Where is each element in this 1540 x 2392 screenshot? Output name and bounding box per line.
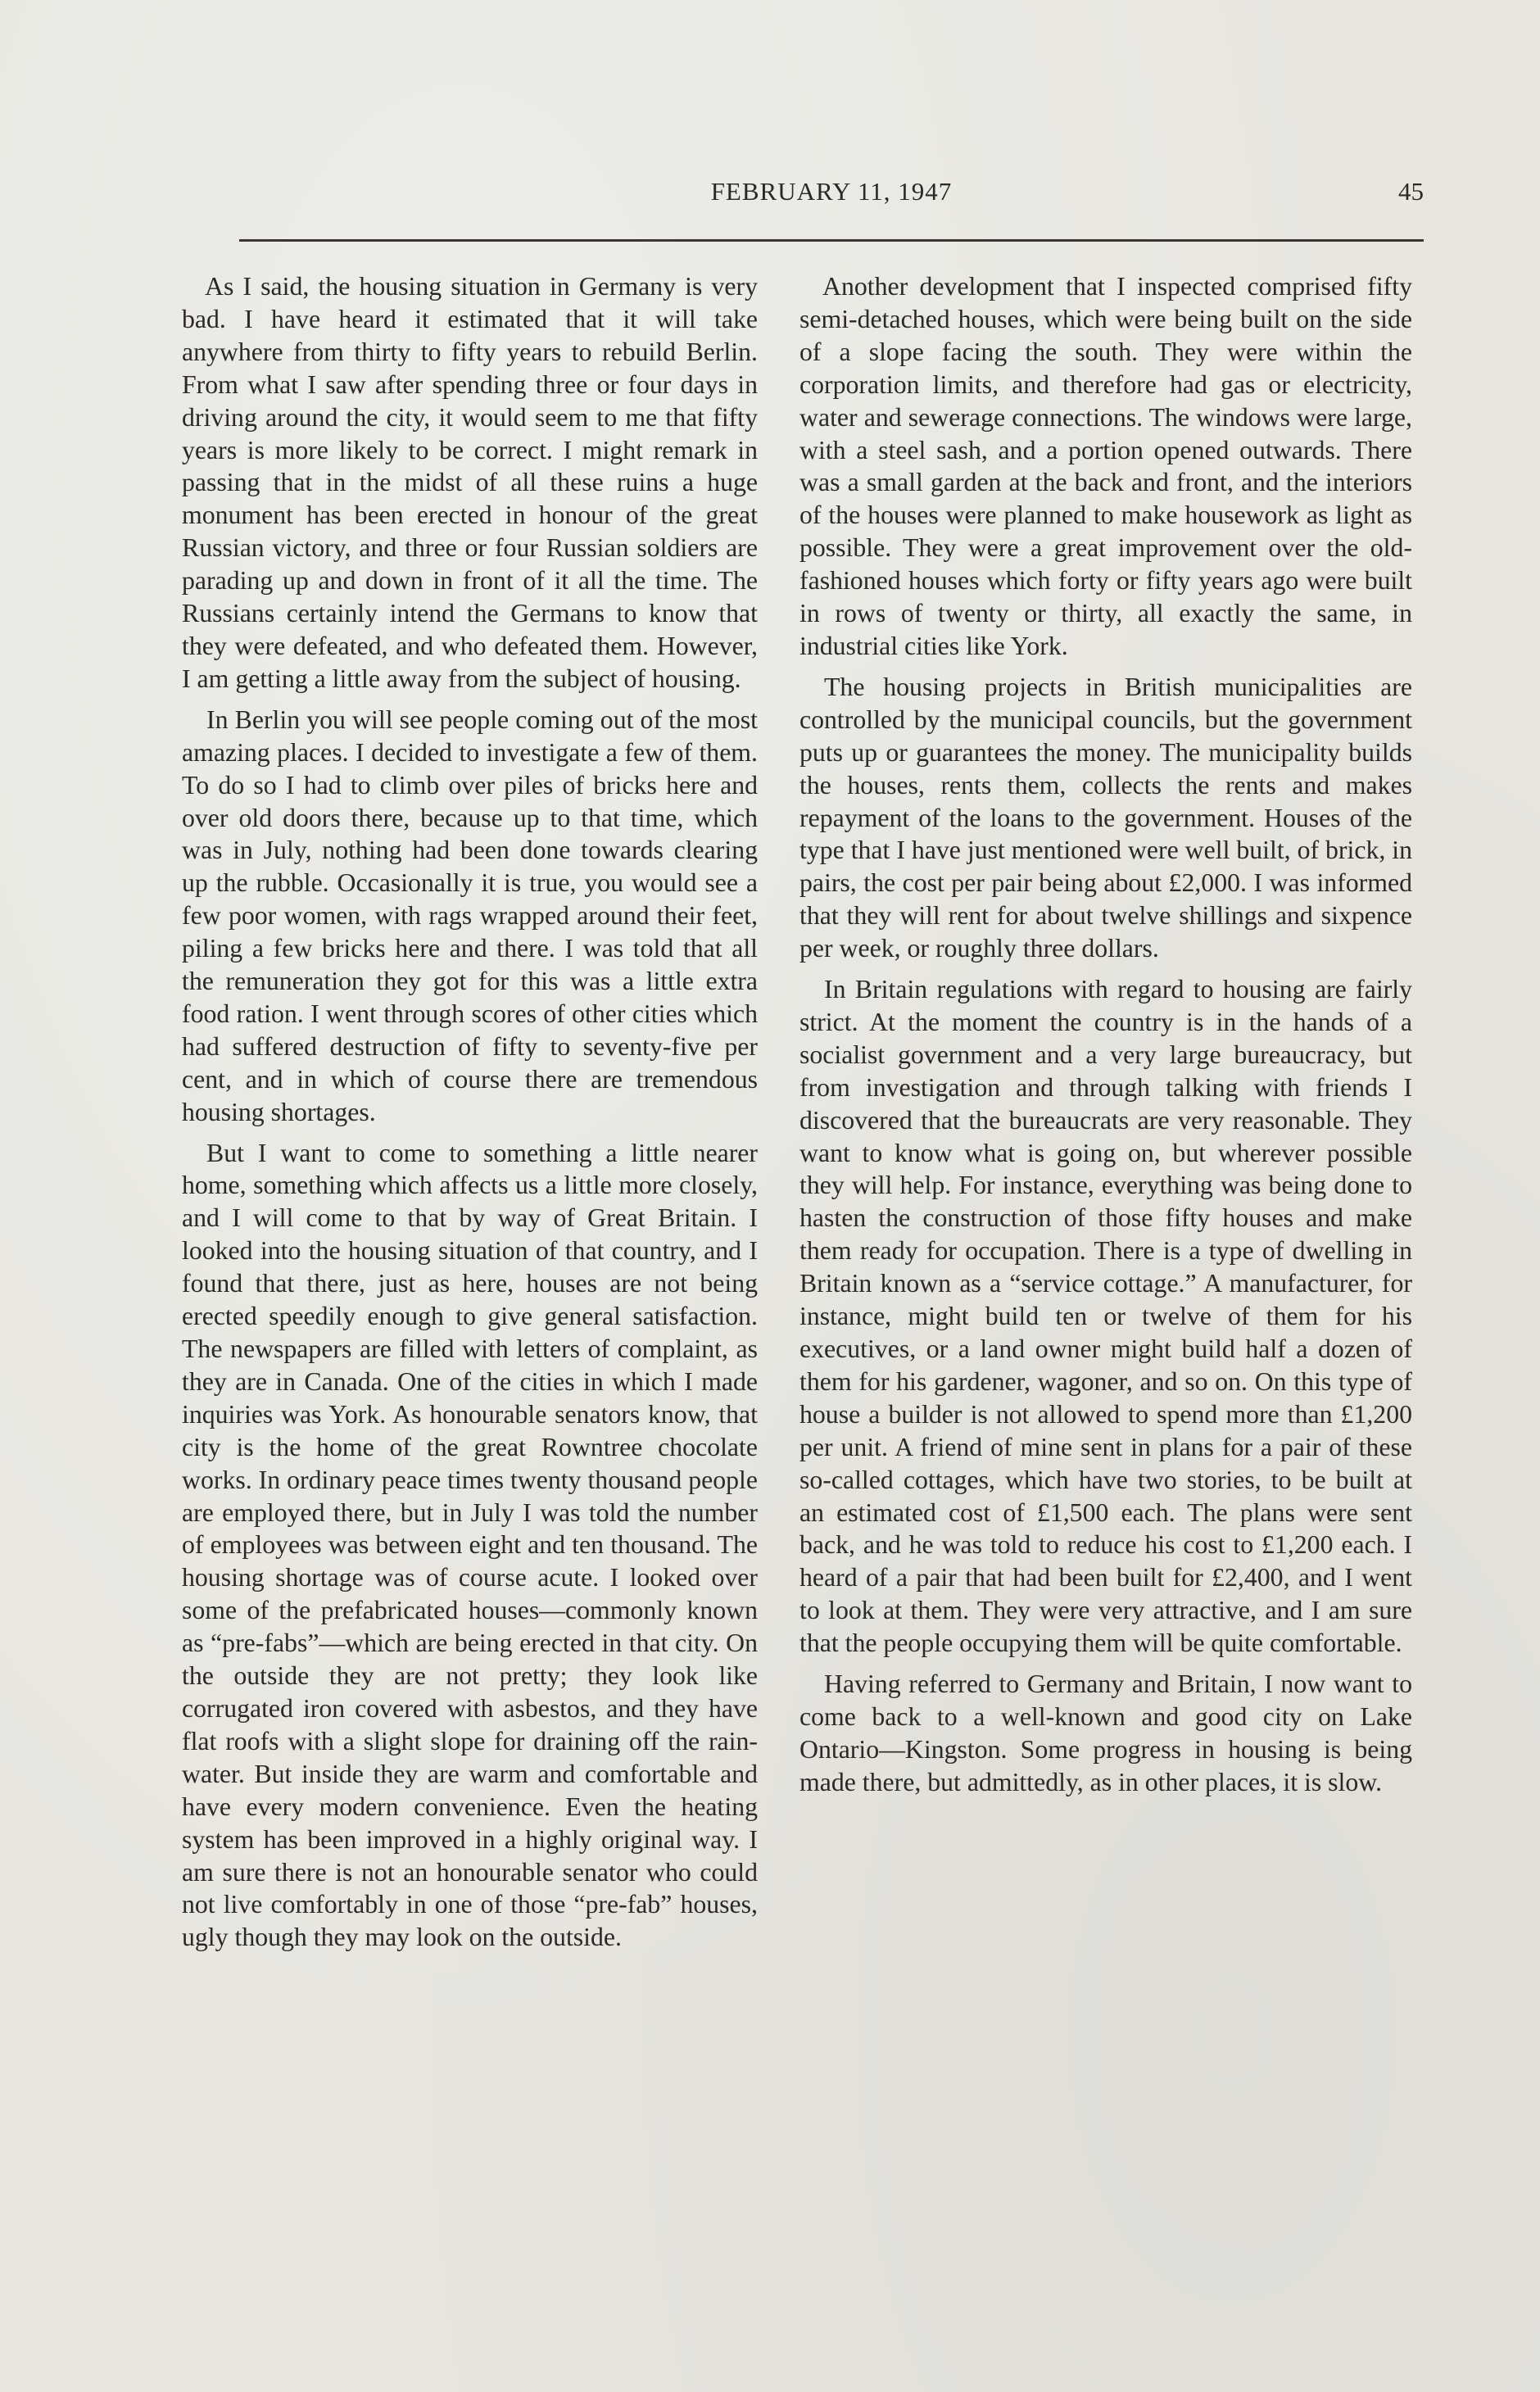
page-header <box>239 177 1424 215</box>
paragraph: The housing projects in British municipalities are controlled by the municipal councils, but the government puts up or guarantees the money. The municipality builds the houses, rents them, collects the rents and makes repayment of the loans to the government. Houses of the type that I have just mentioned were well built, of brick, in pairs, the cost per pair being about £2,000. I was informed that they will rent for about twelve shillings and sixpence per week, or roughly three dollars. <box>799 672 1412 963</box>
paragraph: Another development that I inspected comprised fifty semi-detached houses, which were being built on the side of a slope facing the south. They were within the corporation limits, and therefore had gas or electricity, water and sewerage connections. The windows were large, with a steel sash, and a portion opened outwards. There was a small garden at the back and front, and the interiors of the houses were planned to make housework as light as possible. They were a great improvement over the old-fashioned houses which forty or fifty years ago were built in rows of twenty or thirty, all exactly the same, in industrial cities like York. <box>799 272 1412 660</box>
paragraph: But I want to come to something a little nearer home, something which affects us a little more closely, and I will come to that by way of Great Britain. I looked into the housing situation of that country, and I found that there, just as here, houses are not being erected speedily enough to give general satisfaction. The newspapers are filled with letters of complaint, as they are in Canada. One of the cities in which I made inquiries was York. As honourable senators know, that city is the home of the great Rowntree chocolate works. In ordinary peace times twenty thousand people are employed there, but in July I was told the number of employees was between eight and ten thousand. The housing shortage was of course acute. I looked over some of the prefabricated houses—commonly known as “pre-fabs”—which are being erected in that city. On the outside they are not pretty; they look like corrugated iron covered with asbestos, and they have flat roofs with a slight slope for draining off the rain-water. But inside they are warm and comfortable and have every modern convenience. Even the heating system has been improved in a highly original way. I am sure there is not an honourable senator who could not live comfortably in one of those “pre-fab” houses, ugly though they may look on the outside. <box>182 1138 758 1952</box>
paragraph: Having referred to Germany and Britain, I now want to come back to a well-known and good city on Lake Ontario—Kingston. Some progress in housing is being made there, but admittedly, as in other places, it is slow. <box>799 1669 1412 1796</box>
paragraph: As I said, the housing situation in Germany is very bad. I have heard it estimated that it will take anywhere from thirty to fifty years to rebuild Berlin. From what I saw after spending three or four days in driving around the city, it would seem to me that fifty years is more likely to be correct. I might remark in passing that in the midst of all these ruins a huge monument has been erected in honour of the great Russian victory, and three or four Russian soldiers are parading up and down in front of it all the time. The Russians certainly intend the Germans to know that they were defeated, and who defeated them. However, I am getting a little away from the subject of housing. <box>182 272 758 693</box>
right-column <box>799 270 1412 1807</box>
left-column <box>182 270 758 1962</box>
header-rule <box>239 239 1424 242</box>
paragraph: In Berlin you will see people coming out of the most amazing places. I decided to investigate a few of them. To do so I had to climb over piles of bricks here and over old doors there, because up to that time, which was in July, nothing had been done towards clearing up the rubble. Occasionally it is true, you would see a few poor women, with rags wrapped around their feet, piling a few bricks here and there. I was told that all the remuneration they got for this was a little extra food ration. I went through scores of other cities which had suffered destruction of fifty to seventy-five per cent, and in which of course there are tremendous housing shortages. <box>182 704 758 1126</box>
page-number: 45 <box>1398 177 1424 206</box>
paragraph: In Britain regulations with regard to housing are fairly strict. At the moment the country is in the hands of a socialist government and a very large bureaucracy, but from investigation and through talking with friends I discovered that the bureaucrats are very reasonable. They want to know what is going on, but wherever possible they will help. For instance, everything was being done to hasten the construction of those fifty houses and make them ready for occupation. There is a type of dwelling in Britain known as a “service cottage.” A manufacturer, for instance, might build ten or twelve of them for his executives, or a land owner might build half a dozen of them for his gardener, wagoner, and so on. On this type of house a builder is not allowed to spend more than £1,200 per unit. A friend of mine sent in plans for a pair of these so-called cottages, which have two stories, to be built at an estimated cost of £1,500 each. The plans were sent back, and he was told to reduce his cost to £1,200 each. I heard of a pair that had been built for £2,400, and I went to look at them. They were very attractive, and I am sure that the people occupying them will be quite comfortable. <box>799 975 1412 1658</box>
header-date: FEBRUARY 11, 1947 <box>710 177 953 206</box>
